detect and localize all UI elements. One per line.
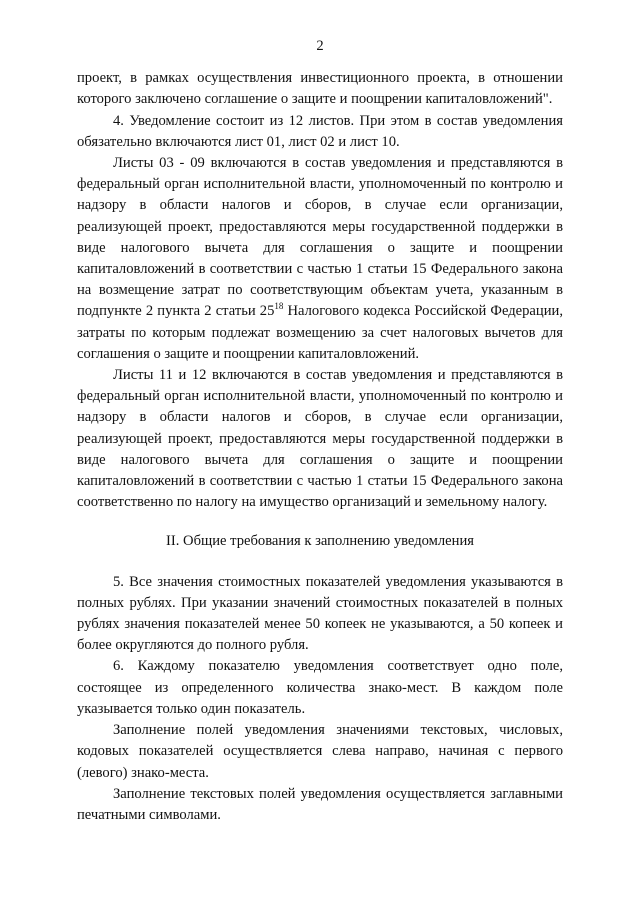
- paragraph-sheets-11-12: Листы 11 и 12 включаются в состав уведомления и представляются в федеральный орган исполнительной власти, уполномоченный по контролю и надзору в области налогов и сборов, в случае если организации, реализующей проект, предоставляются меры государственной поддержки в виде налогового вычета для соглашения о защите и поощрении капиталовложений в соответствии с частью 1 статьи 15 Федерального закона соответственно по налогу на имущество организаций и земельному налогу.: [77, 367, 563, 511]
- paragraph-sheets-03-09: [77, 153, 563, 365]
- paragraph-item-6: 6. Каждому показателю уведомления соответствует одно поле, состоящее из определенного количества знако-мест. В каждом поле указывается только один показатель.: [77, 658, 563, 717]
- paragraph-uppercase: Заполнение текстовых полей уведомления осуществляется заглавными печатными символами.: [77, 785, 563, 823]
- paragraph-text: Листы 03 - 09 включаются в состав уведомления и представляются в федеральный орган исполнительной власти, уполномоченный по контролю и надзору в области налогов и сборов, в случае если организации, реализующей проект, предоставляются меры государственной поддержки в виде налогового вычета для соглашения о защите и поощрении капиталовложений в соответствии с частью 1 статьи 15 Федерального закона на возмещение затрат по соответствующим объектам учета, указанным в подпункте 2 пункта 2 статьи 25: [77, 155, 563, 320]
- paragraph-fill-direction: Заполнение полей уведомления значениями текстовых, числовых, кодовых показателей осуществляется слева направо, начиная с первого (левого) знако-места.: [77, 722, 563, 781]
- paragraph-text: Налогового кодекса Российской Федерации, затраты по которым подлежат возмещению за счет налоговых вычетов для соглашения о защите и поощрении капиталовложений.: [77, 303, 563, 362]
- section-heading: II. Общие требования к заполнению уведомления: [166, 533, 474, 550]
- page-number: 2: [316, 38, 324, 54]
- paragraph-item-4: 4. Уведомление состоит из 12 листов. При этом в состав уведомления обязательно включаются лист 01, лист 02 и лист 10.: [77, 112, 563, 150]
- document-page: [77, 36, 563, 826]
- footnote-superscript: 18: [274, 301, 284, 312]
- paragraph-continuation: проект, в рамках осуществления инвестиционного проекта, в отношении которого заключено соглашение о защите и поощрении капиталовложений".: [77, 70, 563, 108]
- paragraph-item-5: 5. Все значения стоимостных показателей уведомления указываются в полных рублях. При указании значений стоимостных показателей в полных рублях значения показателей менее 50 копеек не указываются, а 50 копеек и более округляются до полного рубля.: [77, 573, 563, 654]
